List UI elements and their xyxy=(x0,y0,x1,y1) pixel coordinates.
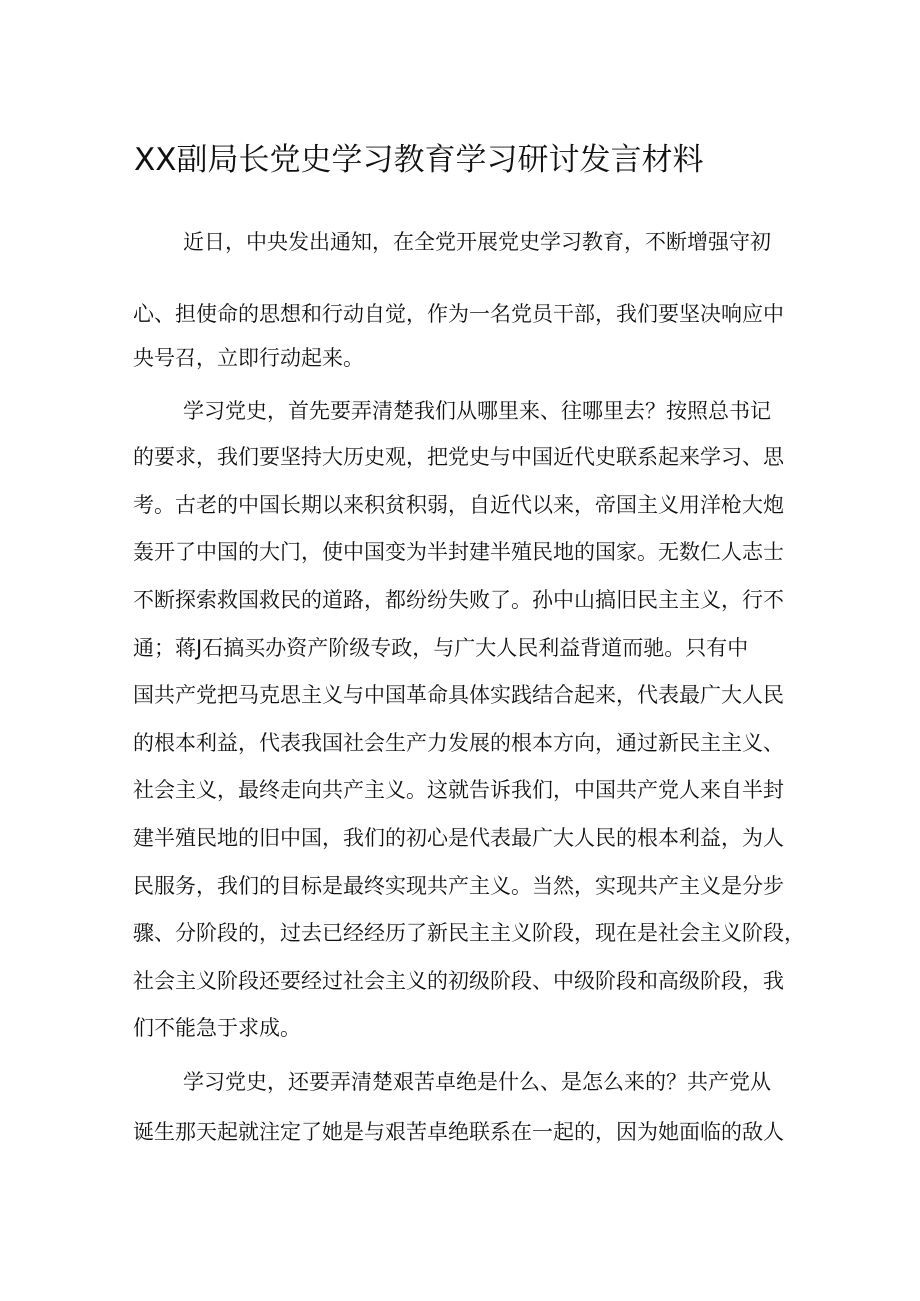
paragraph-line: 央号召，立即行动起来。 xyxy=(133,346,364,370)
paragraph-line: 的要求，我们要坚持大历史观，把党史与中国近代史联系起来学习、思 xyxy=(133,445,784,469)
paragraph-line: 学习党史，首先要弄清楚我们从哪里来、往哪里去？按照总书记 xyxy=(183,399,771,423)
paragraph-line: 通；蒋J石搞买办资产阶级专政，与广大人民利益背道而驰。只有中 xyxy=(133,636,749,660)
document-title: XX副局长党史学习教育学习研讨发言材料 xyxy=(134,142,704,178)
paragraph-line: 社会主义阶段还要经过社会主义的初级阶段、中级阶段和高级阶段，我 xyxy=(133,969,784,993)
paragraph-line: 骤、分阶段的，过去已经经历了新民主主义阶段，现在是社会主义阶段， xyxy=(133,921,805,945)
paragraph-line: 轰开了中国的大门，使中国变为半封建半殖民地的国家。无数仁人志士 xyxy=(133,540,784,564)
paragraph-line: 诞生那天起就注定了她是与艰苦卓绝联系在一起的，因为她面临的敌人 xyxy=(133,1120,784,1144)
paragraph-line: 建半殖民地的旧中国，我们的初心是代表最广大人民的根本利益，为人 xyxy=(133,826,784,850)
paragraph-line: 的根本利益，代表我国社会生产力发展的根本方向，通过新民主主义、 xyxy=(133,731,784,755)
paragraph-line: 不断探索救国救民的道路，都纷纷失败了。孙中山搞旧民主主义，行不 xyxy=(133,588,784,612)
paragraph-line: 社会主义，最终走向共产主义。这就告诉我们，中国共产党人来自半封 xyxy=(133,778,784,802)
paragraph-line: 考。古老的中国长期以来积贫积弱，自近代以来，帝国主义用洋枪大炮 xyxy=(133,493,784,517)
paragraph-line: 心、担使命的思想和行动自觉，作为一名党员干部，我们要坚决响应中 xyxy=(133,302,784,326)
paragraph-line: 学习党史，还要弄清楚艰苦卓绝是什么、是怎么来的？共产党从 xyxy=(183,1070,771,1094)
paragraph-line: 近日，中央发出通知，在全党开展党史学习教育，不断增强守初 xyxy=(183,230,771,254)
paragraph-line: 国共产党把马克思主义与中国革命具体实践结合起来，代表最广大人民 xyxy=(133,683,784,707)
paragraph-line: 民服务，我们的目标是最终实现共产主义。当然，实现共产主义是分步 xyxy=(133,874,784,898)
paragraph-line: 们不能急于求成。 xyxy=(133,1016,301,1040)
